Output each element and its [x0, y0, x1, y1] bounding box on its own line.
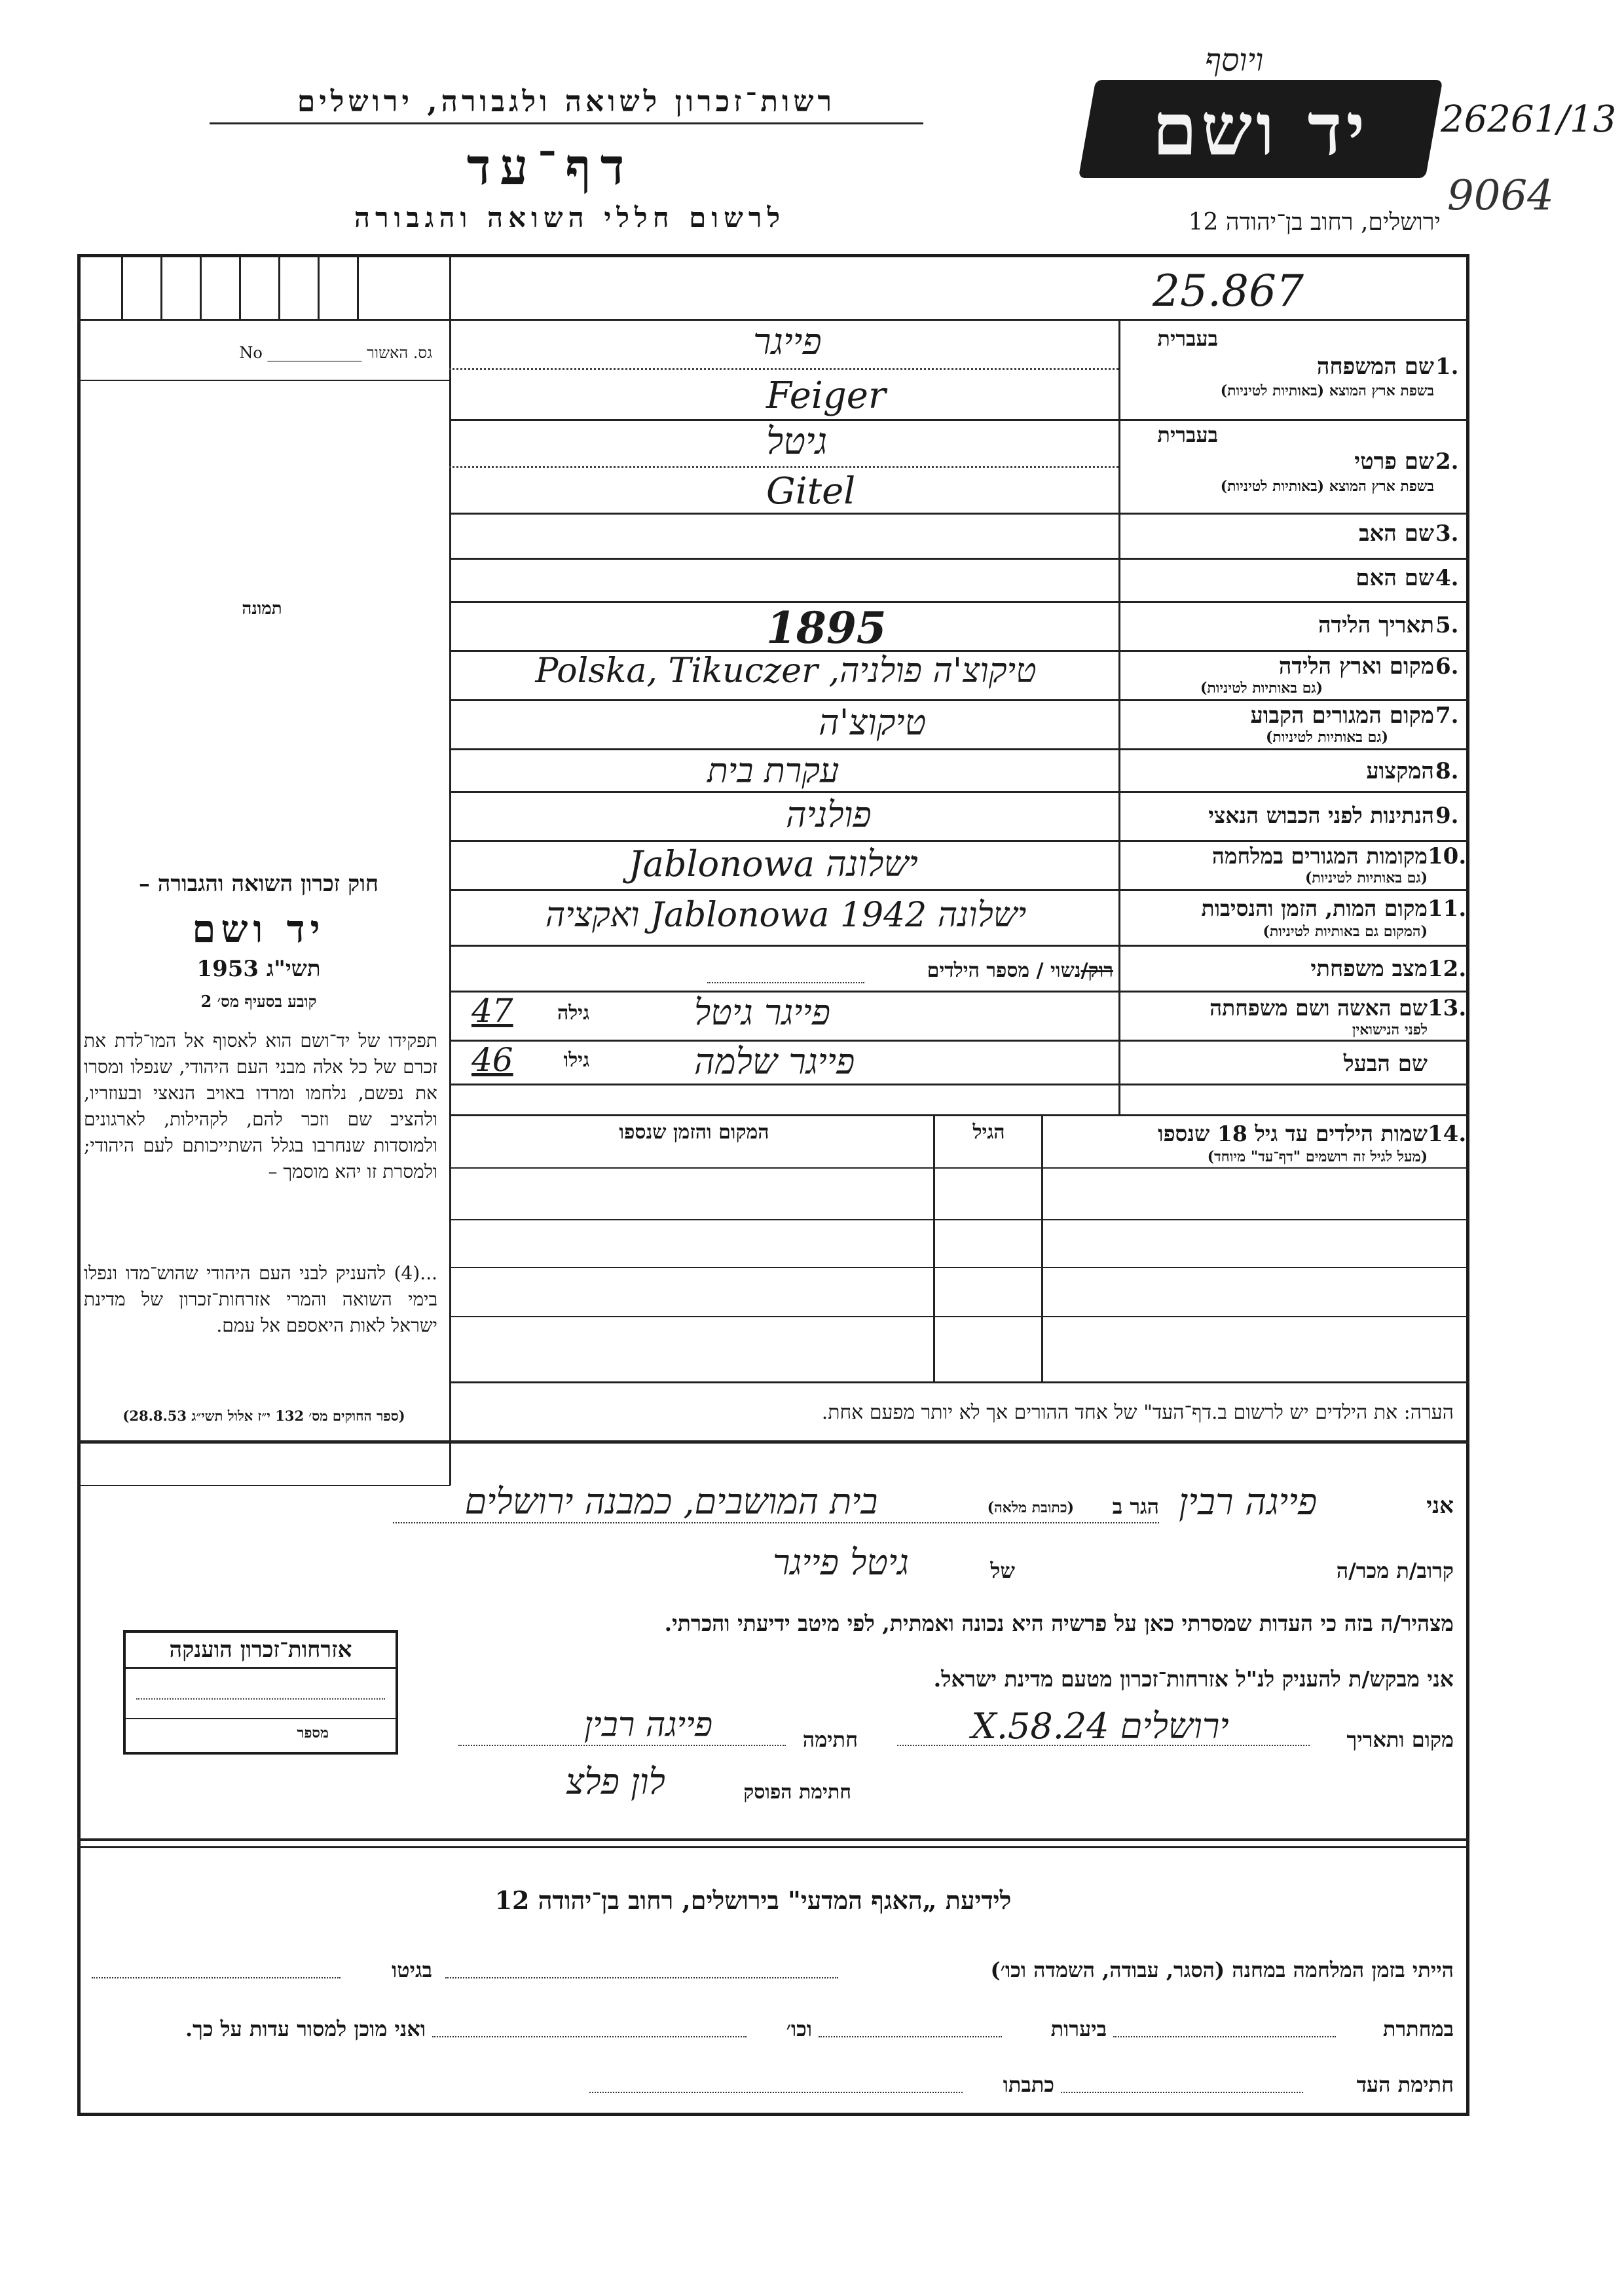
remark-text: הערה: את הילדים יש לרשום ב.דף־העד" של אחד ההורים אך לא יותר מפעם אחת. [821, 1401, 1454, 1424]
wife-name-value[interactable]: פייגר גיטל [694, 992, 830, 1033]
col-place-header: המקום והזמן שנספו [619, 1121, 769, 1144]
authority-title: רשות־זכרון לשואה ולגבורה, ירושלים [210, 85, 923, 124]
law-clause: קובע בסעיף מס׳ 2 [200, 992, 317, 1011]
death-place-value[interactable]: ישלונה Jablonowa 1942 ואקציה [545, 896, 1027, 935]
address: ירושלים, רחוב בן־יהודה 12 [1188, 209, 1441, 236]
handwritten-archive-number: 26261/13 [1441, 98, 1617, 141]
law-name: יד ושם [192, 907, 325, 951]
declaration-line-1: מצהיר/ה בזה כי העדות שמסרתי כאן על פרשיה היא נכונה ואמתית, לפי מיטב ידיעתי והכרתי. [664, 1611, 1454, 1636]
cert-number-label: גס. האשור ____________ No [239, 344, 432, 362]
marital-status-value[interactable]: נשוי / מספר הילדים [927, 959, 1081, 982]
col-age-header: הגיל [972, 1121, 1005, 1144]
handwritten-stamp-number: 9064 [1447, 172, 1554, 220]
logo-text: יד ושם [1152, 87, 1369, 172]
place-date-value[interactable]: ירושלים 24.X.58 [971, 1705, 1229, 1747]
birth-place-value[interactable]: טיקוצ'ה פולניה, Polska, Tikuczer [535, 651, 1037, 691]
declarant-address[interactable]: בית המושבים, כמבנה ירושלים [464, 1481, 878, 1522]
form-subtitle: לרשום חללי השואה והגבורה [354, 202, 786, 234]
family-name-latin[interactable]: Feiger [766, 374, 886, 417]
first-name-latin[interactable]: Gitel [766, 470, 856, 513]
law-reference: (ספר החוקים מס׳ 132 י״ז אלול תשי״ג 28.8.53) [122, 1408, 405, 1424]
footer-title: לידיעת „האגף המדעי" בירושלים, רחוב בן־יהודה 12 [494, 1886, 1012, 1915]
law-text-2: ...(4) להעניק לבני העם היהודי שהוש־מדו ונפלו בימי השואה והמרי אזרחות־זכרון של מדינת ישראל לאות היאספם אל עמם. [84, 1262, 437, 1336]
law-year: תשי"ג 1953 [196, 956, 321, 982]
family-name-hebrew[interactable]: פייגר [753, 321, 822, 363]
citizenship-value[interactable]: פולניה [786, 794, 872, 835]
photo-label: תמונה [242, 599, 282, 619]
law-text: תפקידו של יד־ושם הוא לאסוף אל המו־לדת את זכרם של כל אלה מבני העם היהודי, שנפלו ומסרו את נפשם, נלחמו ומרדו באויב הנאצי ובעוזריו, ולהציב שם וזכר להם, לקהילות, לארגונים ולמוסדות שנחרבו בגלל השתייכותם לעם היהודי; ולמסרת זו יהא מוסמך – [84, 1030, 437, 1182]
official-signature[interactable]: לון פלצ [566, 1761, 665, 1802]
declarant-signature[interactable]: פייגה רבין [583, 1705, 713, 1745]
relative-value[interactable]: גיטל פייגר [773, 1542, 909, 1583]
declarant-name[interactable]: פייגה רבין [1179, 1481, 1318, 1523]
birth-date-value[interactable]: 1895 [766, 602, 887, 653]
citizenship-box: אזרחות־זכרון הוענקה מספר [123, 1630, 398, 1755]
handwritten-form-number: 25.867 [1153, 266, 1304, 316]
handwritten-top-mark: ויוסף [1205, 42, 1264, 79]
declaration-line-2: אני מבקש/ת להעניק לנ"ל אזרחות־זכרון מטעם מדינת ישראל. [933, 1666, 1454, 1692]
profession-value[interactable]: עקרת בית [707, 752, 840, 791]
first-name-hebrew[interactable]: גיטל [766, 420, 828, 463]
wartime-residence-value[interactable]: ישלונה Jablonowa [629, 843, 918, 884]
husband-name-value[interactable]: פייגר שלמה [694, 1041, 855, 1082]
residence-value[interactable]: טיקוצ'ה [819, 702, 927, 743]
form-title: דף־עד [466, 137, 634, 196]
law-title: חוק זכרון השואה והגבורה – [138, 871, 379, 897]
